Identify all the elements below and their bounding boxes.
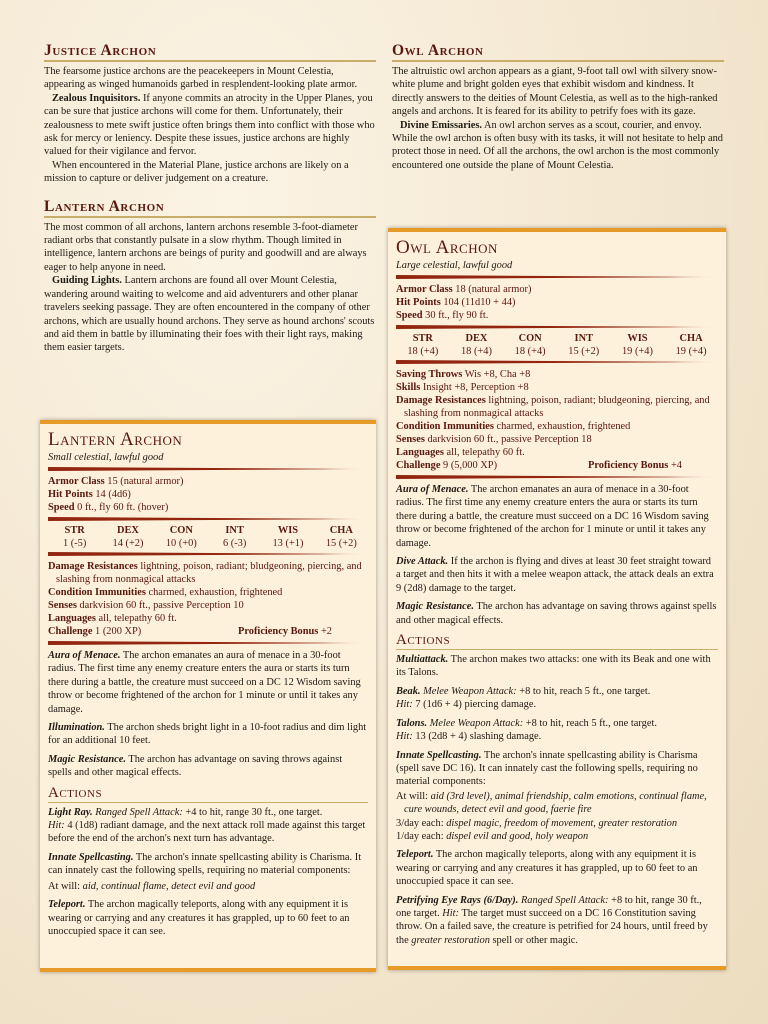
owl-p2-lead: Divine Emissaries. [400,119,482,131]
lantern-p2-text: Lantern archons are found all over Mount Celestia, wandering around waiting to welcome and aid adventurers and other planar travelers seeking passage. They are often encountered in the company of other archons, which are usually hound archons. They serve as hound archons' scouts and aid them in battle by illuminating their foes with their light rays, making them easier targets. [44,275,375,354]
ability-value: 19 (+4) [621,346,653,357]
action-name: Beak. [396,685,421,697]
hit-text: 7 (1d6 + 4) piercing damage. [412,699,537,711]
hit-label: Hit: [396,699,413,711]
feature-text: If the archon is flying and dives at least 30 feet straight toward a target and then hits it with a melee weapon attack, the attack deals an extra 9 (2d8) damage to the target. [396,556,714,594]
owl-dive-attack [396,555,718,595]
action-text: +8 to hit, range 30 ft., one target. [396,894,702,919]
divider [396,360,718,364]
justice-p2-text: If anyone commits an atrocity in the Upper Planes, you can be sure that justice archons will come for them. Unfortunately, their zealousness to mete swift justice often brings them into conflict with those who ask for mercy or leniency. Despite these issues, justice archons are highly valued for their vigilance and fervor. [44,92,375,158]
action-name: Teleport. [396,849,434,861]
lantern-aura [48,649,368,716]
ability-value: 15 (+2) [568,346,600,357]
owl-challenge [396,459,497,472]
lantern-languages [48,612,368,625]
ability-value: 6 (-3) [222,538,247,549]
justice-p1: The fearsome justice archons are the peacekeepers in Mount Celestia, appearing as winged humanoids garbed in resplendent-looking plate armor. [44,66,358,91]
ability-label: INT [225,525,244,536]
owl-block-type: Large celestial, lawful good [396,260,513,271]
hit-label: Hit: [48,820,65,832]
feature-name: Magic Resistance. [396,601,474,613]
owl-dr [396,394,718,420]
action-name: Petrifying Eye Rays (6/Day). [396,894,519,906]
hit-text: 13 (2d8 + 4) slashing damage. [412,731,542,743]
hit-text: The target must succeed on a DC 16 Constitution saving throw. On a failed save, the creature is petrified for 24 hours, until freed by the [396,907,708,946]
ci-value: charmed, exhaustion, frightened [145,587,283,598]
action-text: The archon magically teleports, along with any equipment it is wearing or carrying and any creatures it has grappled, up to 60 feet to an unoccupied space it can see. [48,899,350,937]
skills-label: Skills [396,382,421,393]
feature-text: The archon has advantage on saving throws against spells and other magical effects. [396,601,717,626]
one-per-day-label: 1/day each: [396,830,447,842]
owl-beak [396,685,718,712]
at-will-label: At will: [396,790,431,802]
owl-talons [396,717,718,744]
owl-magic-resistance [396,600,718,627]
lantern-speed [48,501,368,514]
ability-label: WIS [277,525,299,536]
lantern-block-type: Small celestial, lawful good [48,452,164,463]
ability-value: 18 (+4) [514,346,546,357]
speed-value: 30 ft., fly 90 ft. [422,310,489,321]
feature-text: The archon sheds bright light in a 10-foot radius and dim light for an additional 10 feet. [48,722,367,747]
hit-label: Hit: [396,731,413,743]
action-text: The archon makes two attacks: one with its Beak and one with its Talons. [396,654,711,679]
divider [396,325,718,329]
one-per-day-spells: dispel evil and good, holy weapon [446,830,589,842]
owl-speed [396,309,718,322]
at-will-label: At will: [48,880,83,892]
justice-p2-lead: Zealous Inquisitors. [52,92,141,104]
owl-languages [396,446,718,459]
saving-throws-label: Saving Throws [396,369,463,380]
divider [48,641,368,645]
ability-value: 18 (+4) [460,346,492,357]
hit-label: Hit: [442,907,460,919]
divider [48,517,368,521]
dr-value: lightning, poison, radiant; bludgeoning, piercing, and slashing from nonmagical attacks [56,561,362,585]
owl-ability-values [396,346,718,357]
ability-label: CHA [679,333,703,344]
divider [396,275,718,279]
owl-archon-section [392,42,724,172]
ci-label: Condition Immunities [396,421,494,432]
ability-value: 15 (+2) [325,538,357,549]
ability-value: 14 (+2) [112,538,144,549]
ability-label: CON [169,525,193,536]
lantern-actions-heading: Actions [48,785,368,803]
owl-p2 [392,119,724,173]
justice-archon-section [44,42,376,186]
feature-text: The archon has advantage on saving throws against spells and other magical effects. [48,753,343,779]
lantern-proficiency [238,625,332,638]
hp-label: Hit Points [396,297,441,308]
languages-label: Languages [48,613,96,624]
hit-text: 4 (1d8) radiant damage, and the next attack roll made against this target before the end of the archon's next turn has advantage. [48,820,366,845]
challenge-label: Challenge [396,460,441,471]
ability-label: STR [64,525,85,536]
ability-value: 10 (+0) [165,538,197,549]
action-name: Light Ray. [48,806,93,818]
feature-text: The archon emanates an aura of menace in a 30-foot radius. The first time any enemy creature enters the aura or starts its turn there during a battle, the creature must succeed on a DC 12 Wisdom saving throw or become frightened of the archon for 1 minute or until it takes any damage. [48,650,361,715]
ci-value: charmed, exhaustion, frightened [493,421,631,432]
right-column [392,42,724,182]
lantern-magic-resistance [48,753,368,780]
owl-ci [396,420,718,433]
ability-value: 1 (-5) [62,538,87,549]
at-will-spells: aid (3rd level), animal friendship, calm emotions, continual flame, cure wounds, detect evil and good, faerie fire [404,790,707,816]
action-text: The archon's innate spellcasting ability is Charisma. It can innately cast the following spells, requiring no material components: [48,851,362,877]
owl-block-name: Owl Archon [396,237,498,258]
action-name: Talons. [396,717,428,729]
lantern-senses [48,599,368,612]
senses-label: Senses [48,600,77,611]
dr-label: Damage Resistances [396,395,486,406]
skills-value: Insight +8, Perception +8 [420,382,529,393]
feature-name: Dive Attack. [396,556,449,568]
owl-proficiency [588,459,682,472]
divider [48,552,368,556]
action-text: +8 to hit, reach 5 ft., one target. [523,717,657,729]
ac-value: 18 (natural armor) [452,284,532,295]
action-text: +8 to hit, reach 5 ft., one target. [516,685,651,697]
languages-value: all, telepathy 60 ft. [95,613,177,624]
owl-3-day [396,817,718,830]
senses-value: darkvision 60 ft., passive Perception 18 [424,434,592,445]
ability-value: 18 (+4) [407,346,439,357]
saving-throws-value: Wis +8, Cha +8 [462,369,531,380]
owl-at-will [396,790,718,817]
lantern-teleport [48,898,368,938]
action-name: Innate Spellcasting. [396,749,482,761]
lantern-archon-section [44,198,376,355]
owl-hp [396,296,718,309]
action-text: The archon magically teleports, along with any equipment it is wearing or carrying and any creatures it has grappled, up to 60 feet to an unoccupied space it can see. [396,849,698,888]
feature-name: Illumination. [48,722,105,734]
lantern-ac [48,475,368,488]
challenge-value: 1 (200 XP) [92,626,142,637]
divider [48,467,368,471]
speed-label: Speed [48,502,75,513]
feature-name: Aura of Menace. [396,484,469,495]
languages-value: all, telepathy 60 ft. [443,447,525,458]
attack-type: Melee Weapon Attack: [420,685,517,697]
lantern-ability-values [48,538,368,549]
dr-value: lightning, poison, radiant; bludgeoning, piercing, and slashing from nonmagical attacks [404,395,710,419]
speed-label: Speed [396,310,423,321]
attack-type: Ranged Spell Attack: [518,894,609,906]
action-text: +4 to hit, range 30 ft., one target. [182,806,323,818]
attack-type: Melee Weapon Attack: [427,717,524,729]
spell-name: greater restoration [411,934,490,946]
lantern-challenge-row [48,625,368,638]
proficiency-value: +4 [668,460,682,471]
ac-label: Armor Class [48,476,105,487]
lantern-spellcasting [48,851,368,878]
hp-value: 14 (4d6) [92,489,131,500]
hp-value: 104 (11d10 + 44) [440,297,516,308]
ability-value: 13 (+1) [272,538,304,549]
owl-ability-labels [396,333,718,344]
ability-label: STR [412,333,433,344]
owl-archon-heading: Owl Archon [392,42,724,62]
lantern-illumination [48,721,368,748]
lantern-ci [48,586,368,599]
speed-value: 0 ft., fly 60 ft. (hover) [74,502,169,513]
owl-saving-throws [396,368,718,381]
justice-archon-heading: Justice Archon [44,42,376,62]
ability-label: DEX [117,525,139,536]
ac-value: 15 (natural armor) [104,476,184,487]
lantern-p2-lead: Guiding Lights. [52,275,122,287]
senses-value: darkvision 60 ft., passive Perception 10 [76,600,244,611]
justice-p2 [44,92,376,159]
owl-multiattack [396,653,718,680]
lantern-archon-heading: Lantern Archon [44,198,376,218]
ability-label: CON [518,333,542,344]
at-will-spells: aid, continual flame, detect evil and good [82,880,256,892]
lantern-stat-block [40,420,376,972]
lantern-light-ray [48,806,368,846]
action-name: Teleport. [48,899,86,911]
owl-skills [396,381,718,394]
owl-petrifying-eye-rays [396,894,718,948]
action-text: The archon's innate spellcasting ability is Charisma (spell save DC 16). It can innately cast the following spells, requiring no material components: [396,749,698,788]
lantern-p2 [44,274,376,354]
lantern-block-name: Lantern Archon [48,429,183,450]
feature-name: Aura of Menace. [48,650,121,661]
owl-p1: The altruistic owl archon appears as a giant, 9-foot tall owl with silvery snow-white plume and bright golden eyes that exhibit wisdom and kindness. It directly answers to the deities of Mount Celestia, as well as to the high-ranked angels and archons. It is feared for its ability to petrify foes with its gaze. [392,66,718,118]
action-name: Innate Spellcasting. [48,851,134,863]
action-name: Multiattack. [396,654,449,666]
hp-label: Hit Points [48,489,93,500]
owl-p2-text: An owl archon serves as a scout, courier, and envoy. While the owl archon is often busy with its tasks, it will not hesitate to help and protect those in need. Of all the archons, the owl archon is the most commonly encountered one outside the plane of Mount Celestia. [392,119,724,171]
proficiency-label: Proficiency Bonus [238,626,319,637]
lantern-hp [48,488,368,501]
lantern-at-will [48,880,368,893]
attack-type: Ranged Spell Attack: [92,806,183,818]
three-per-day-spells: dispel magic, freedom of movement, greater restoration [446,817,678,829]
three-per-day-label: 3/day each: [396,817,447,829]
ci-label: Condition Immunities [48,587,146,598]
feature-name: Magic Resistance. [48,753,126,765]
challenge-label: Challenge [48,626,93,637]
owl-senses [396,433,718,446]
languages-label: Languages [396,447,444,458]
dr-label: Damage Resistances [48,561,138,572]
ability-label: INT [574,333,594,344]
lantern-dr [48,560,368,586]
owl-challenge-row [396,459,718,472]
justice-p3: When encountered in the Material Plane, justice archons are likely on a mission to capture or deliver judgement on a creature. [44,159,349,185]
divider [396,475,718,479]
owl-1-day [396,830,718,843]
left-column [44,42,376,365]
ability-label: WIS [627,333,648,344]
proficiency-label: Proficiency Bonus [588,460,669,471]
lantern-p1: The most common of all archons, lantern archons resemble 3-foot-diameter radiant orbs that constantly pulsate in a slow rhythm. Though limited in intelligence, lantern archons are beings of purity and goodwill and are always eager to help anyone in need. [44,221,367,273]
ability-label: CHA [329,525,353,536]
hit-text-end: spell or other magic. [489,934,578,946]
senses-label: Senses [396,434,425,445]
owl-aura [396,483,718,550]
ability-value: 19 (+4) [675,346,707,357]
proficiency-value: +2 [318,626,332,637]
lantern-ability-labels [48,525,368,536]
owl-ac [396,283,718,296]
owl-teleport [396,848,718,888]
lantern-challenge [48,625,141,638]
owl-stat-block [388,228,726,970]
ability-label: DEX [465,333,488,344]
feature-text: The archon emanates an aura of menace in a 30-foot radius. The first time any enemy creature enters the aura or starts its turn there during a battle, the creature must succeed on a DC 16 Wisdom saving throw or become frightened of the archon for 1 minute or until it takes any damage. [396,484,709,549]
owl-actions-heading: Actions [396,632,718,650]
challenge-value: 9 (5,000 XP) [440,460,498,471]
ac-label: Armor Class [396,284,453,295]
owl-spellcasting [396,749,718,789]
